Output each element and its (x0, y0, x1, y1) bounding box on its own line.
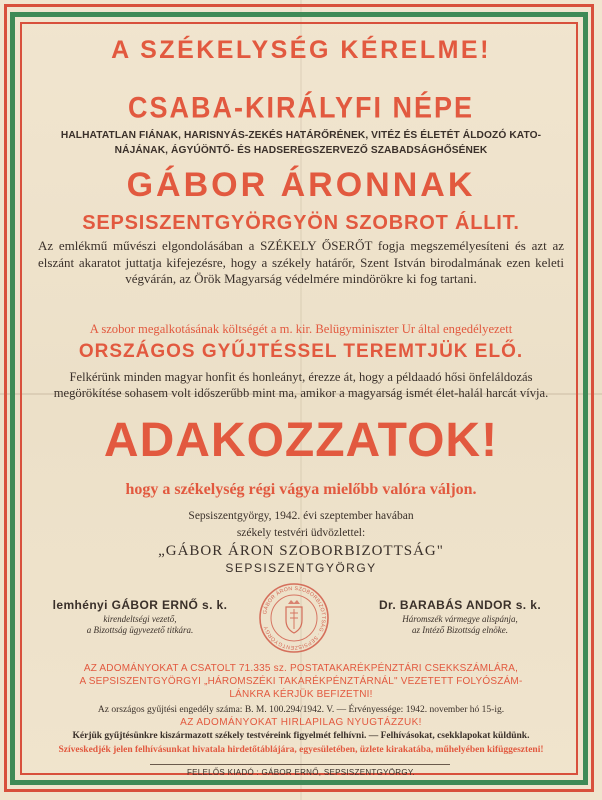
signatory-role (40, 614, 240, 636)
heading-csaba: CSABA-KIRÁLYFI NÉPE (127, 91, 475, 125)
appeal-paragraph: Felkérünk minden magyar honfit és honleányt, érezze át, hogy a példaadó hősi önfeláldozás megörökítése sohasem volt időszerűbb mint ma, amikor a magyarság ismét élet-halál harcát vívja. (53, 370, 549, 400)
signatory-role (360, 614, 560, 636)
greeting-line: székely testvéri üdvözlettel: (236, 527, 366, 539)
permit-line: Az országos gyűjtési engedély száma: B. M. 100.294/1942. V. — Érvényessége: 1942. november hó 15-ig. (97, 705, 505, 715)
cost-line: A szobor megalkotásának költségét a m. kir. Belügyminiszter Ur által engedélyezett (89, 322, 513, 336)
bank-instructions (32, 662, 570, 701)
signatory-name: lemhényi GÁBOR ERNŐ s. k. (52, 598, 228, 612)
signatory-role-line: kirendeltségi vezető, (103, 614, 177, 624)
seal-text: GÁBOR ÁRON SZOBORBIZOTTSÁG · SEPSISZENTGYÖRGY (262, 585, 327, 651)
receipt-line: AZ ADOMÁNYOKAT HIRLAPILAG NYUGTÁZZUK! (180, 717, 422, 728)
publisher-line: FELELŐS KIADÓ : GÁBOR ERNŐ, SEPSISZENTGYÖRGY. (186, 768, 416, 777)
tribute-text (24, 129, 578, 158)
signatory-role-line: Háromszék vármegye alispánja, (402, 614, 518, 624)
signatory-role-line: az Intéző Bizottság elnöke. (412, 625, 508, 635)
display-request-line: Szíveskedjék jelen felhívásunkat hivatala hirdetőtáblájára, egyesületében, üzlete kirakatába, műhelyében kifüggeszteni! (58, 745, 544, 755)
committee-name: „GÁBOR ÁRON SZOBORBIZOTTSÁG" (158, 543, 444, 559)
city-name: SEPSISZENTGYÖRGY (225, 561, 377, 575)
bank-line: AZ ADOMÁNYOKAT A CSATOLT 71.335 sz. POSTATAKARÉKPÉNZTÁRI CSEKKSZÁMLÁRA, (83, 663, 519, 674)
tribute-line: NÁJÁNAK, ÁGYÚÖNTŐ- ÉS HADSEREGSZERVEZŐ SZABADSÁGHŐSÉNEK (114, 144, 488, 156)
signatory-left (40, 598, 240, 636)
heading-collection: ORSZÁGOS GYŰJTÉSSEL TEREMTJÜK ELŐ. (78, 341, 524, 362)
committee-seal-stamp (256, 580, 332, 656)
memorial-paragraph: Az emlékmű művészi elgondolásában a SZÉKELY ŐSERŐT fogja megszemélyesíteni és azt az elszánt akaratot juttatja kifejezésre, hogy a székely határőr, Szent István birodalmának ezen keleti végvárán, az Örök Magyarság védelmére mindörökre ki fog tartani. (38, 238, 564, 286)
poster-title: A SZÉKELYSÉG KÉRELME! (111, 36, 491, 64)
signatory-role-line: a Bizottság ügyvezető titkára. (86, 625, 194, 635)
date-line: Sepsiszentgyörgy, 1942. évi szeptember havában (188, 510, 414, 522)
heading-statue: SEPSISZENTGYÖRGYÖN SZOBROT ÁLLIT. (82, 212, 520, 234)
signatory-name: Dr. BARABÁS ANDOR s. k. (378, 598, 542, 612)
signatory-right (360, 598, 560, 636)
bank-line: A SEPSISZENTGYÖRGYI „HÁROMSZÉKI TAKARÉKPÉNZTÁRNÁL" VEZETETT FOLYÓSZÁM- (79, 676, 523, 687)
request-line: Kérjük gyűjtésünkre kiszármazott székely testvéreink figyelmét felhívni. — Felhívásokat, csekklapokat küldünk. (72, 731, 530, 741)
tribute-line: HALHATATLAN FIÁNAK, HARISNYÁS-ZEKÉS HATÁRŐRÉNEK, VITÉZ ÉS ÉLETÉT ÁLDOZÓ KATO- (60, 130, 542, 141)
heading-donate: ADAKOZZATOK! (103, 414, 499, 467)
divider (150, 764, 450, 765)
bank-line: LÁNKRA KÉRJÜK BEFIZETNI! (229, 689, 373, 700)
donate-subline: hogy a székelység régi vágya mielőbb valóra váljon. (125, 481, 477, 498)
heading-gabor-aron: GÁBOR ÁRONNAK (126, 166, 476, 204)
